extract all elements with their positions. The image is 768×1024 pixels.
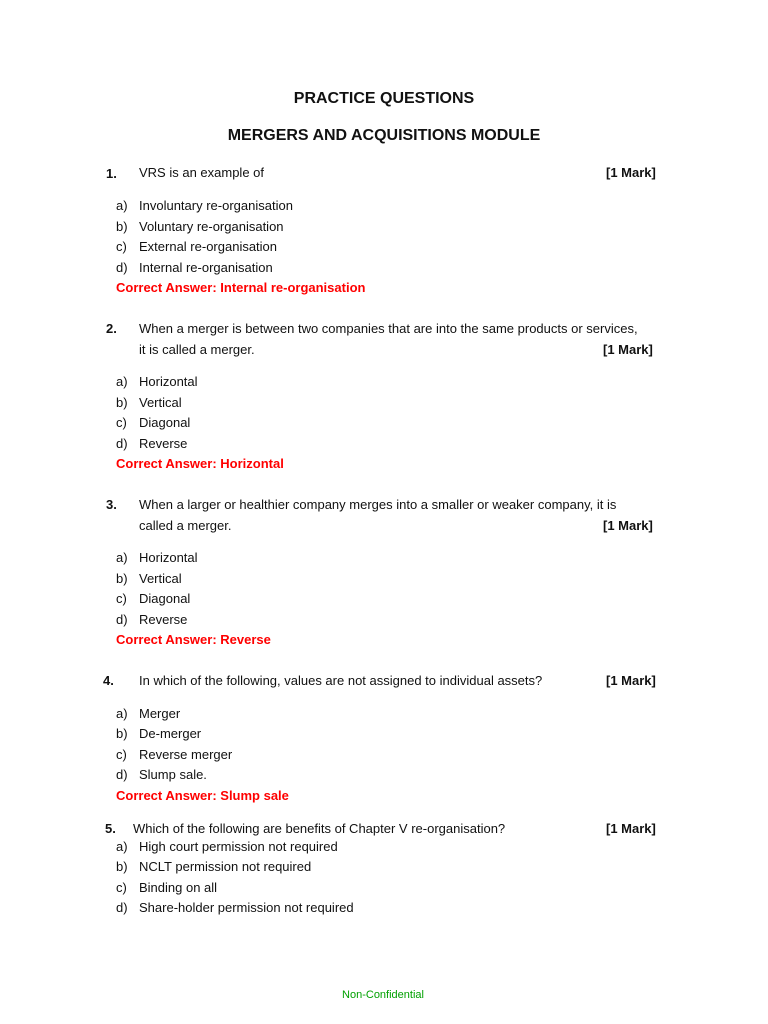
page-title: PRACTICE QUESTIONS xyxy=(293,90,475,107)
option-text: Voluntary re-organisation xyxy=(139,219,284,234)
option-text: Vertical xyxy=(139,571,182,586)
option-text: Reverse xyxy=(139,436,188,451)
option-text: Involuntary re-organisation xyxy=(139,198,293,213)
option-text: NCLT permission not required xyxy=(139,859,312,874)
option-text: Binding on all xyxy=(139,880,218,895)
option-letter: c) xyxy=(116,880,127,895)
footer-classification: Non-Confidential xyxy=(342,989,424,1001)
option-text: Merger xyxy=(139,706,181,721)
option-letter: a) xyxy=(116,198,128,213)
question-text: VRS is an example of xyxy=(139,165,265,180)
option-letter: d) xyxy=(116,436,128,451)
correct-answer: Correct Answer: Slump sale xyxy=(116,788,289,803)
option-text: High court permission not required xyxy=(139,839,338,854)
option-letter: b) xyxy=(116,859,128,874)
correct-answer: Correct Answer: Horizontal xyxy=(116,456,284,471)
question-number: 5. xyxy=(105,821,116,836)
option-letter: d) xyxy=(116,260,128,275)
option-text: Diagonal xyxy=(139,591,191,606)
correct-answer: Correct Answer: Internal re-organisation xyxy=(116,280,366,295)
option-text: De-merger xyxy=(139,726,202,741)
option-text: Diagonal xyxy=(139,415,191,430)
option-letter: d) xyxy=(116,612,128,627)
question-number: 3. xyxy=(106,497,117,512)
option-text: Horizontal xyxy=(139,550,198,565)
option-text: Reverse xyxy=(139,612,188,627)
option-letter: b) xyxy=(116,219,128,234)
option-text: Reverse merger xyxy=(139,747,233,762)
mark-label: [1 Mark] xyxy=(606,821,656,836)
option-letter: a) xyxy=(116,706,128,721)
option-letter: a) xyxy=(116,550,128,565)
mark-label: [1 Mark] xyxy=(606,165,656,180)
option-letter: a) xyxy=(116,839,128,854)
question-text: When a larger or healthier company merges into a smaller or weaker company, it is xyxy=(139,497,617,512)
question-text: Which of the following are benefits of Chapter V re-organisation? xyxy=(133,821,506,836)
mark-label: [1 Mark] xyxy=(603,342,653,357)
question-number: 1. xyxy=(106,166,117,181)
option-text: Slump sale. xyxy=(139,767,207,782)
option-letter: a) xyxy=(116,374,128,389)
question-text-continued: it is called a merger. xyxy=(139,342,255,357)
option-text: External re-organisation xyxy=(139,239,278,254)
option-letter: b) xyxy=(116,571,128,586)
question-number: 2. xyxy=(106,321,117,336)
mark-label: [1 Mark] xyxy=(606,673,656,688)
option-text: Horizontal xyxy=(139,374,198,389)
option-letter: c) xyxy=(116,239,127,254)
question-number: 4. xyxy=(103,673,114,688)
option-text: Share-holder permission not required xyxy=(139,900,354,915)
question-text-continued: called a merger. xyxy=(139,518,232,533)
mark-label: [1 Mark] xyxy=(603,518,653,533)
page-subtitle: MERGERS AND ACQUISITIONS MODULE xyxy=(227,127,541,144)
option-text: Internal re-organisation xyxy=(139,260,273,275)
question-text: In which of the following, values are not assigned to individual assets? xyxy=(139,673,543,688)
option-letter: b) xyxy=(116,726,128,741)
option-text: Vertical xyxy=(139,395,182,410)
correct-answer: Correct Answer: Reverse xyxy=(116,632,271,647)
option-letter: d) xyxy=(116,900,128,915)
option-letter: c) xyxy=(116,747,127,762)
question-text: When a merger is between two companies that are into the same products or services, xyxy=(139,321,638,336)
option-letter: b) xyxy=(116,395,128,410)
option-letter: c) xyxy=(116,591,127,606)
option-letter: d) xyxy=(116,767,128,782)
option-letter: c) xyxy=(116,415,127,430)
